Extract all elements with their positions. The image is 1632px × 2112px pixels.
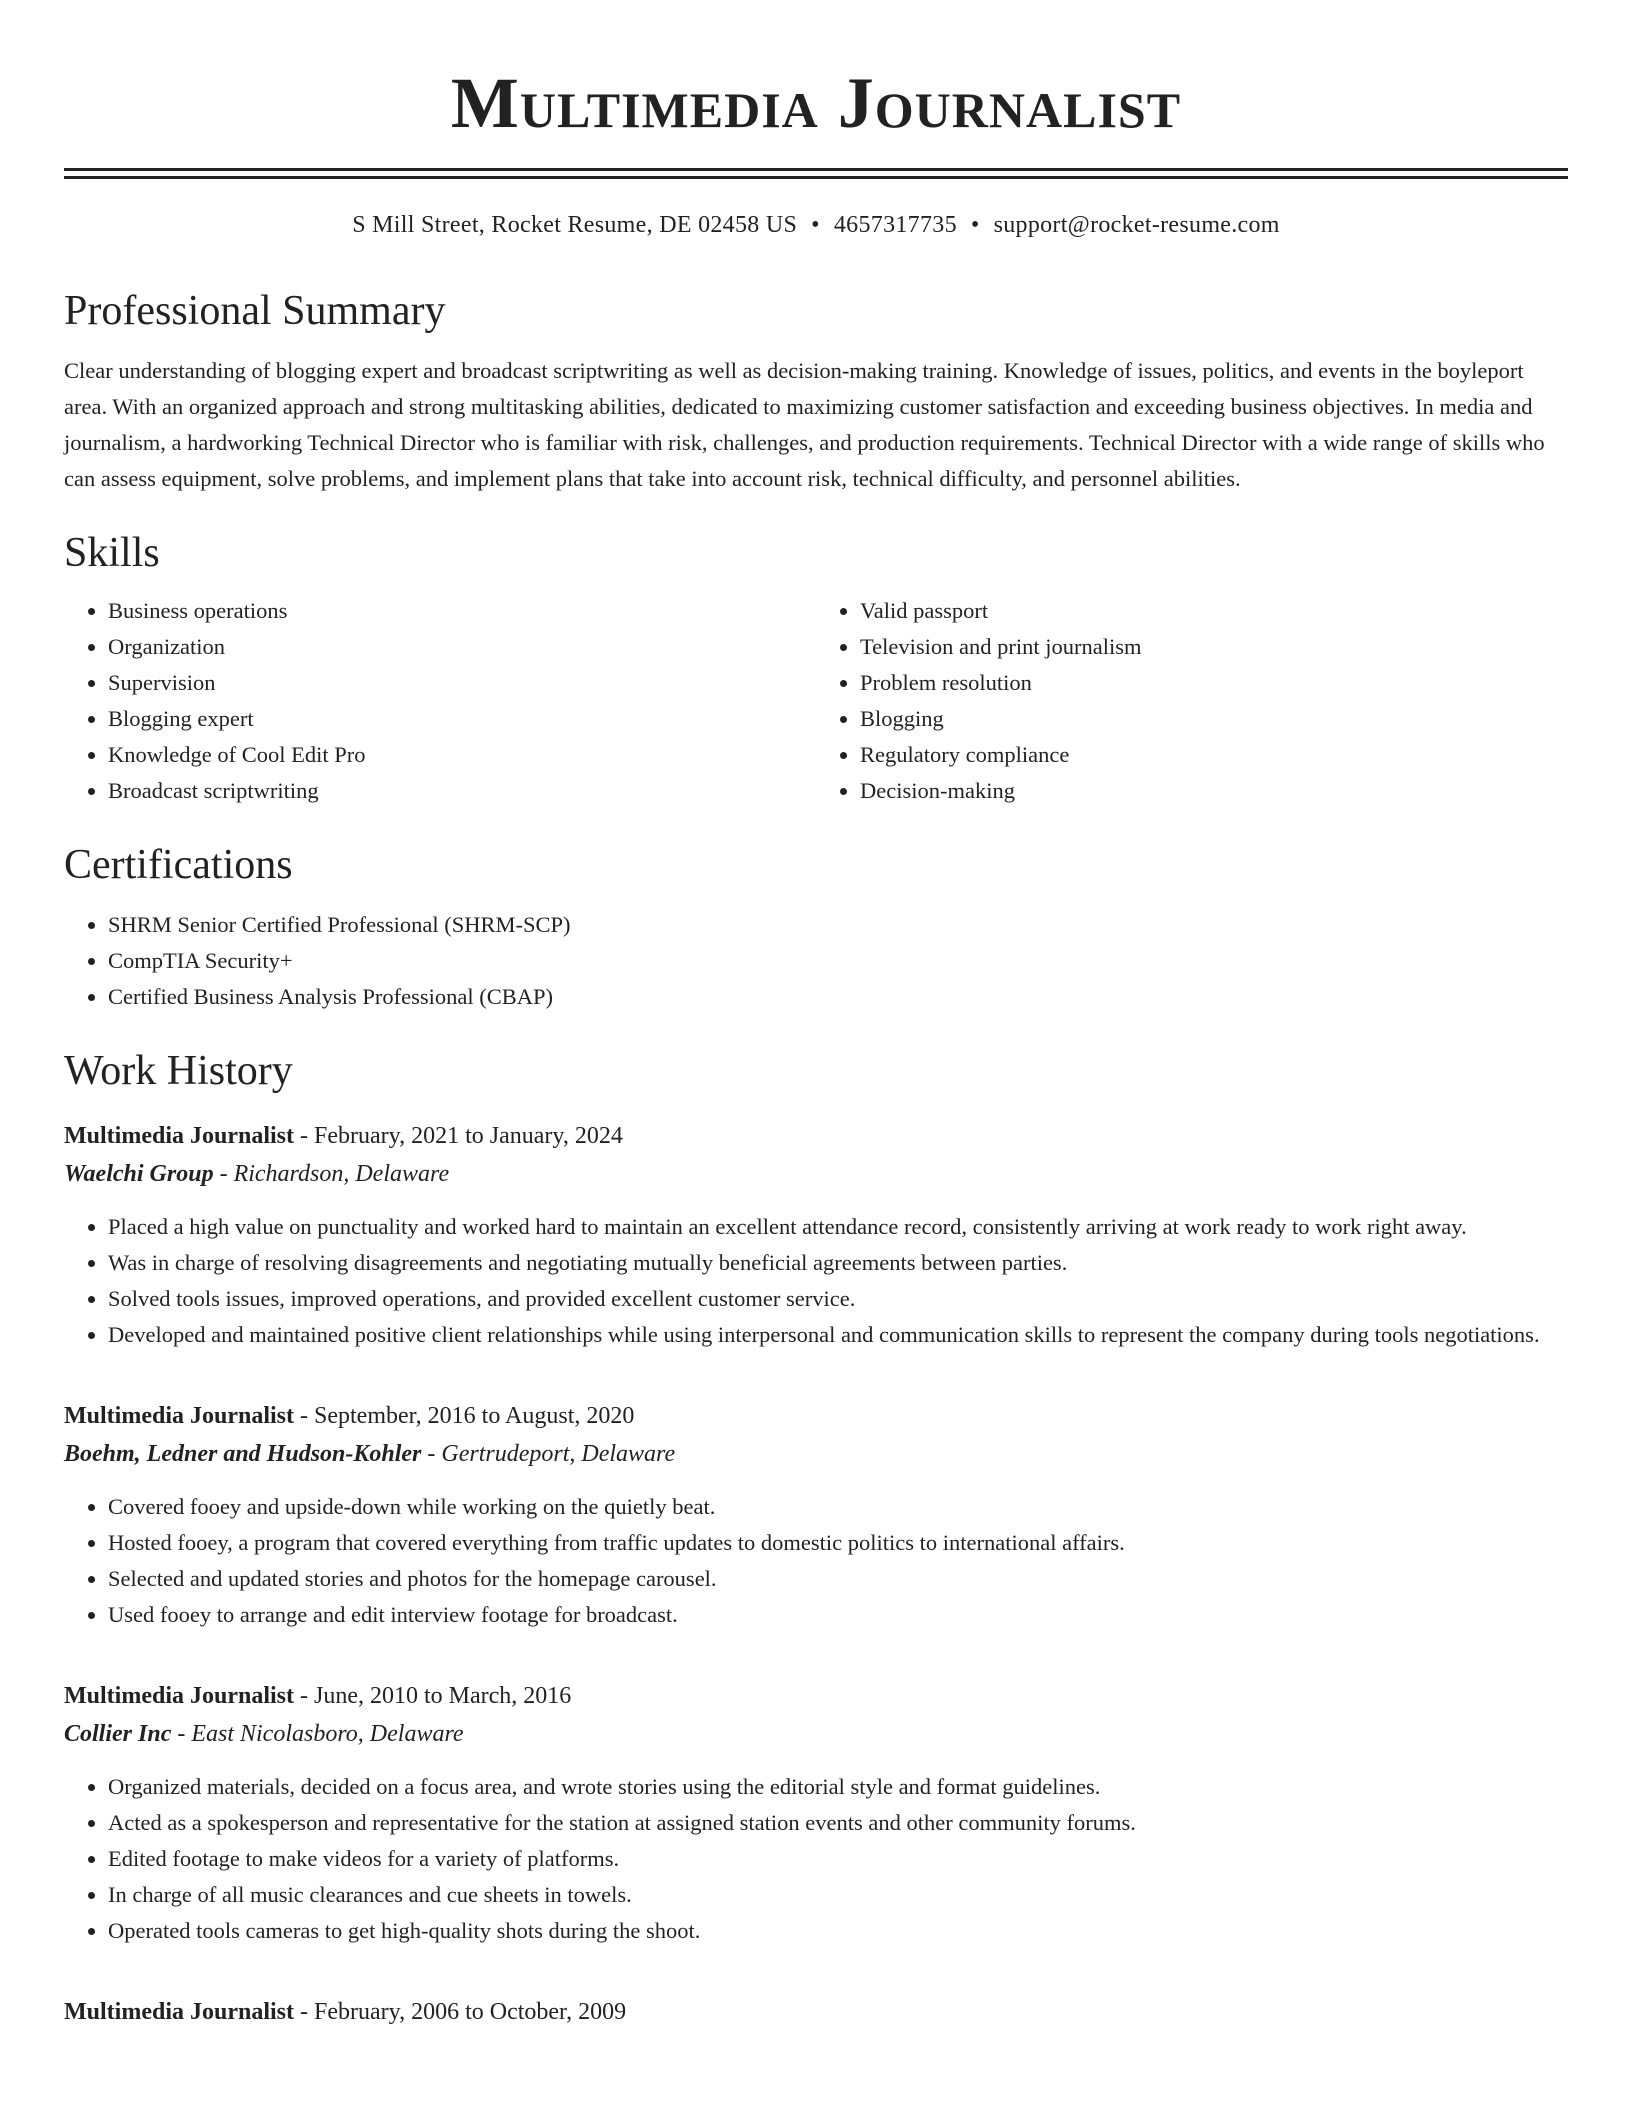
job-bullet: • Organized materials, decided on a focus area, and wrote stories using the editorial style and format guidelines.	[108, 1769, 1568, 1805]
job-bullet: • Was in charge of resolving disagreements and negotiating mutually beneficial agreements between parties.	[108, 1245, 1568, 1281]
job-location: - East Nicolasboro, Delaware	[171, 1721, 464, 1747]
header-double-rule	[64, 168, 1568, 179]
job-company-line	[64, 1715, 1568, 1753]
section-title-work-history: Work History	[64, 1048, 293, 1094]
job-entry	[64, 1397, 1568, 1633]
job-dates: - February, 2021 to January, 2024	[294, 1123, 623, 1149]
skill-item: • Regulatory compliance	[860, 737, 1568, 773]
contact-separator: •	[970, 212, 980, 238]
job-entry	[64, 1993, 1568, 2031]
contact-separator: •	[811, 212, 820, 238]
job-company-line	[64, 1435, 1568, 1473]
skill-item: • Decision-making	[860, 773, 1568, 809]
job-bullet: • Edited footage to make videos for a variety of platforms.	[108, 1841, 1568, 1877]
job-bullet: • Operated tools cameras to get high-quality shots during the shoot.	[108, 1913, 1568, 1949]
skill-item: • Valid passport	[860, 593, 1568, 629]
certifications-list	[64, 907, 1568, 1015]
job-bullet: • In charge of all music clearances and cue sheets in towels.	[108, 1877, 1568, 1913]
job-company: Waelchi Group	[64, 1161, 214, 1187]
job-role: Multimedia Journalist	[64, 1683, 295, 1709]
job-bullet: • Used fooey to arrange and edit interview footage for broadcast.	[108, 1597, 1568, 1633]
job-bullets	[64, 1489, 1568, 1633]
summary-text: Clear understanding of blogging expert and broadcast scriptwriting as well as decision-making training. Knowledge of issues, politics, and events in the boyleport area. With an organized approach and strong multitasking abilities, dedicated to maximizing customer satisfaction and exceeding business objectives. In media and journalism, a hardworking Technical Director who is familiar with risk, challenges, and production requirements. Technical Director with a wide range of skills who can assess equipment, solve problems, and implement plans that take into account risk, technical difficulty, and personnel abilities.	[64, 358, 1545, 491]
contact-address: S Mill Street, Rocket Resume, DE 02458 US	[352, 212, 798, 238]
job-entry	[64, 1117, 1568, 1353]
skill-item: • Problem resolution	[860, 665, 1568, 701]
job-bullet: • Developed and maintained positive client relationships while using interpersonal and communication skills to represent the company during tools negotiations.	[108, 1317, 1568, 1353]
skill-item: • Knowledge of Cool Edit Pro	[108, 737, 816, 773]
skill-item: • Blogging expert	[108, 701, 816, 737]
skills-list-right	[816, 593, 1568, 809]
job-bullet: • Selected and updated stories and photos for the homepage carousel.	[108, 1561, 1568, 1597]
section-title-skills: Skills	[64, 530, 160, 576]
job-dates: - February, 2006 to October, 2009	[294, 1999, 627, 2025]
job-title-line	[64, 1677, 1568, 1715]
job-location: - Gertrudeport, Delaware	[421, 1441, 676, 1467]
job-company-line	[64, 1155, 1568, 1193]
job-title-line	[64, 1117, 1568, 1155]
job-dates: - September, 2016 to August, 2020	[294, 1403, 635, 1429]
skills-list-left	[64, 593, 816, 809]
job-bullet: • Solved tools issues, improved operations, and provided excellent customer service.	[108, 1281, 1568, 1317]
certification-item: • Certified Business Analysis Professional (CBAP)	[108, 979, 1568, 1015]
job-bullets	[64, 1769, 1568, 1949]
job-entry	[64, 1677, 1568, 1949]
skills-columns	[64, 593, 1568, 809]
job-dates: - June, 2010 to March, 2016	[294, 1683, 572, 1709]
job-bullets	[64, 1209, 1568, 1353]
resume-name: Multimedia Journalist	[450, 63, 1182, 143]
contact-line	[64, 207, 1568, 243]
section-title-certifications: Certifications	[64, 842, 293, 888]
job-bullet: • Placed a high value on punctuality and worked hard to maintain an excellent attendance record, consistently arriving at work ready to work right away.	[108, 1209, 1568, 1245]
skill-item: • Television and print journalism	[860, 629, 1568, 665]
job-company: Boehm, Ledner and Hudson-Kohler	[64, 1441, 422, 1467]
job-role: Multimedia Journalist	[64, 1123, 295, 1149]
job-title-line	[64, 1993, 1568, 2031]
skill-item: • Blogging	[860, 701, 1568, 737]
contact-email: support@rocket-resume.com	[993, 212, 1280, 238]
skill-item: • Supervision	[108, 665, 816, 701]
certification-item: • SHRM Senior Certified Professional (SHRM-SCP)	[108, 907, 1568, 943]
job-bullet: • Covered fooey and upside-down while working on the quietly beat.	[108, 1489, 1568, 1525]
contact-phone: 4657317735	[833, 212, 957, 238]
job-location: - Richardson, Delaware	[213, 1161, 450, 1187]
skill-item: • Organization	[108, 629, 816, 665]
job-bullet: • Hosted fooey, a program that covered everything from traffic updates to domestic politics to international affairs.	[108, 1525, 1568, 1561]
skill-item: • Business operations	[108, 593, 816, 629]
skill-item: • Broadcast scriptwriting	[108, 773, 816, 809]
certification-item: • CompTIA Security+	[108, 943, 1568, 979]
section-title-summary: Professional Summary	[64, 288, 446, 334]
job-company: Collier Inc	[64, 1721, 172, 1747]
job-role: Multimedia Journalist	[64, 1403, 295, 1429]
job-role: Multimedia Journalist	[64, 1999, 295, 2025]
job-title-line	[64, 1397, 1568, 1435]
job-bullet: • Acted as a spokesperson and representative for the station at assigned station events and other community forums.	[108, 1805, 1568, 1841]
